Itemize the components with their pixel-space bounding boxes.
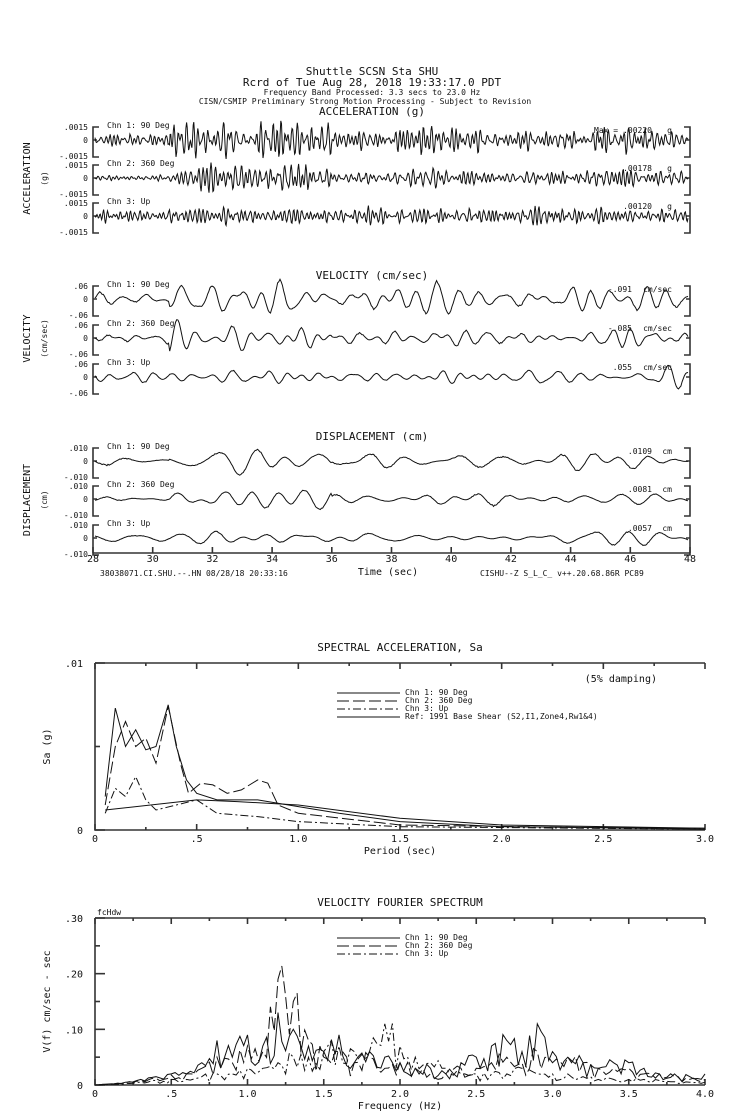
channel-unit: cm <box>662 524 672 533</box>
panel-ylabel: ACCELERATION <box>22 142 33 215</box>
y-tick-label: .20 <box>64 969 83 981</box>
scale-negative: -.06 <box>68 311 88 320</box>
channel-unit: cm <box>662 485 672 494</box>
channel-frame <box>93 448 690 478</box>
waveform-trace <box>95 163 688 193</box>
x-tick-label: 2.5 <box>594 834 613 845</box>
header-disclaimer: CISN/CSMIP Preliminary Strong Motion Processing - Subject to Revision <box>198 97 532 106</box>
chart-title: VELOCITY FOURIER SPECTRUM <box>317 896 483 909</box>
x-tick-label: 3.0 <box>543 1089 562 1100</box>
series-line <box>105 777 705 830</box>
legend-label: Ref: 1991 Base Shear (S2,I1,Zone4,Rw1&4) <box>405 712 598 721</box>
x-tick-label: 1.5 <box>314 1089 333 1100</box>
corner-label: fcHdw <box>97 908 122 917</box>
x-tick-label: 3.5 <box>619 1089 638 1100</box>
channel-max: .0081 <box>627 485 652 494</box>
panel-units: (cm) <box>40 490 49 510</box>
waveform-trace <box>95 490 688 509</box>
channel-frame <box>93 364 690 394</box>
time-tick-label: 42 <box>504 554 517 565</box>
x-tick-label: 4.0 <box>695 1089 715 1100</box>
y-tick-label: 0 <box>76 826 83 837</box>
time-axis-label: Time (sec) <box>357 567 419 578</box>
report-header <box>199 65 532 106</box>
waveform-trace <box>95 449 688 475</box>
scale-zero: 0 <box>83 212 88 221</box>
waveform-trace <box>95 279 688 314</box>
scale-positive: .0015 <box>63 161 88 170</box>
panel-ylabel: VELOCITY <box>22 314 33 363</box>
waveform-trace <box>95 531 688 545</box>
scale-positive: .010 <box>68 521 88 530</box>
scale-positive: .06 <box>73 321 88 330</box>
scale-positive: .010 <box>68 482 88 491</box>
channel-label: Chn 2: 360 Deg <box>107 319 175 328</box>
panel-acceleration <box>22 105 690 237</box>
legend-label: Chn 1: 90 Deg <box>405 688 468 697</box>
channel-max: .00178 <box>623 164 652 173</box>
panel-units: (g) <box>40 171 49 186</box>
time-tick-label: 32 <box>206 554 219 565</box>
channel-unit: g <box>667 202 672 211</box>
header-station: Shuttle SCSN Sta SHU <box>305 65 439 78</box>
y-axis-label: Sa (g) <box>42 728 53 765</box>
legend-label: Chn 2: 360 Deg <box>405 696 473 705</box>
channel-label: Chn 2: 360 Deg <box>107 480 175 489</box>
channel-max: -.085 <box>607 324 632 333</box>
time-tick-label: 48 <box>683 554 697 565</box>
scale-zero: 0 <box>83 457 88 466</box>
scale-negative: -.010 <box>63 550 88 559</box>
waveform-trace <box>95 320 688 352</box>
panel-title: DISPLACEMENT (cm) <box>315 430 429 443</box>
x-tick-label: 0 <box>91 834 99 845</box>
panel-title: VELOCITY (cm/sec) <box>315 269 429 282</box>
channel-label: Chn 1: 90 Deg <box>107 121 170 130</box>
scale-negative: -.010 <box>63 473 88 482</box>
x-axis-label: Period (sec) <box>363 846 437 857</box>
scale-zero: 0 <box>83 534 88 543</box>
channel-label: Chn 2: 360 Deg <box>107 159 175 168</box>
scale-positive: .06 <box>73 282 88 291</box>
channel-unit: cm/sec <box>643 363 672 372</box>
channel-label: Chn 3: Up <box>107 358 151 367</box>
series-line <box>105 706 705 829</box>
scale-positive: .010 <box>68 444 88 453</box>
scale-negative: -.06 <box>68 350 88 359</box>
panel-units: (cm/sec) <box>40 319 49 358</box>
footer-right: CISHU--Z S_L_C_ v++.20.68.86R PC89 <box>480 569 644 578</box>
legend-label: Chn 2: 360 Deg <box>405 941 473 950</box>
x-tick-label: 3.0 <box>695 834 715 845</box>
scale-zero: 0 <box>83 495 88 504</box>
channel-max: .055 <box>612 363 632 372</box>
channel-max: .00220 <box>623 126 652 135</box>
channel-max: .0109 <box>627 447 652 456</box>
channel-unit: cm <box>662 447 672 456</box>
time-axis <box>87 547 696 578</box>
time-tick-label: 44 <box>564 554 577 565</box>
channel-frame <box>93 286 690 316</box>
time-tick-label: 30 <box>146 554 159 565</box>
waveform-trace <box>95 206 688 226</box>
x-tick-label: 0 <box>91 1089 99 1100</box>
channel-label: Chn 3: Up <box>107 197 151 206</box>
time-tick-label: 28 <box>86 554 100 565</box>
x-tick-label: 1.0 <box>238 1089 257 1100</box>
scale-positive: .06 <box>73 360 88 369</box>
time-series-plots <box>22 105 696 578</box>
chart-axes <box>95 663 705 830</box>
y-tick-label: 0 <box>76 1081 83 1092</box>
scale-zero: 0 <box>83 136 88 145</box>
channel-label: Chn 1: 90 Deg <box>107 442 170 451</box>
header-record: Rcrd of Tue Aug 28, 2018 19:33:17.0 PDT <box>242 76 502 89</box>
scale-negative: -.0015 <box>59 190 88 199</box>
channel-unit: g <box>667 164 672 173</box>
time-tick-label: 34 <box>266 554 279 565</box>
scale-zero: 0 <box>83 334 88 343</box>
panel-velocity <box>22 269 690 398</box>
channel-unit: cm/sec <box>643 324 672 333</box>
legend-label: Chn 3: Up <box>405 949 449 958</box>
scale-positive: .0015 <box>63 123 88 132</box>
series-line <box>105 705 705 829</box>
channel-label: Chn 1: 90 Deg <box>107 280 170 289</box>
damping-annotation: (5% damping) <box>584 674 657 685</box>
scale-positive: .0015 <box>63 199 88 208</box>
channel-unit: cm/sec <box>643 285 672 294</box>
legend-label: Chn 1: 90 Deg <box>405 933 468 942</box>
series-line <box>95 1024 705 1086</box>
x-tick-label: 2.5 <box>467 1089 486 1100</box>
channel-max: .0057 <box>627 524 652 533</box>
channel-max: -.091 <box>607 285 632 294</box>
time-tick-label: 38 <box>385 554 398 565</box>
scale-negative: -.0015 <box>59 152 88 161</box>
footer-left: 38038071.CI.SHU.--.HN 08/28/18 20:33:16 <box>100 569 288 578</box>
chart-title: SPECTRAL ACCELERATION, Sa <box>317 641 483 654</box>
scale-negative: -.06 <box>68 389 88 398</box>
scale-negative: -.010 <box>63 511 88 520</box>
panel-displacement <box>22 430 690 559</box>
time-tick-label: 40 <box>445 554 458 565</box>
scale-negative: -.0015 <box>59 228 88 237</box>
x-axis-label: Frequency (Hz) <box>357 1101 443 1112</box>
spectral-acceleration-chart <box>42 641 714 857</box>
channel-unit: g <box>667 126 672 135</box>
scale-zero: 0 <box>83 174 88 183</box>
channel-max: .00120 <box>623 202 652 211</box>
y-tick-label: .10 <box>64 1025 83 1037</box>
channel-label: Chn 3: Up <box>107 519 151 528</box>
time-tick-label: 46 <box>624 554 637 565</box>
x-tick-label: 2.0 <box>492 834 511 845</box>
series-line <box>95 966 705 1085</box>
panel-ylabel: DISPLACEMENT <box>22 463 33 537</box>
x-tick-label: .5 <box>165 1089 178 1100</box>
fourier-spectrum-chart <box>42 896 714 1112</box>
y-axis-label: V(f) cm/sec - sec <box>42 950 53 1053</box>
waveform-trace <box>95 365 688 389</box>
y-tick-label: .30 <box>64 914 83 925</box>
scale-zero: 0 <box>83 295 88 304</box>
header-band: Frequency Band Processed: 3.3 secs to 23.0 Hz <box>263 88 481 97</box>
legend-label: Chn 3: Up <box>405 704 449 713</box>
x-tick-label: .5 <box>190 834 203 845</box>
x-tick-label: 1.5 <box>390 834 410 845</box>
x-tick-label: 1.0 <box>289 834 308 845</box>
panel-title: ACCELERATION (g) <box>319 105 425 118</box>
time-tick-label: 36 <box>325 554 338 565</box>
scale-zero: 0 <box>83 373 88 382</box>
x-tick-label: 2.0 <box>390 1089 410 1100</box>
chart-axes <box>95 918 705 1085</box>
max-prefix: Max = <box>594 126 619 135</box>
series-line <box>105 800 705 828</box>
y-tick-label: .01 <box>64 659 83 670</box>
